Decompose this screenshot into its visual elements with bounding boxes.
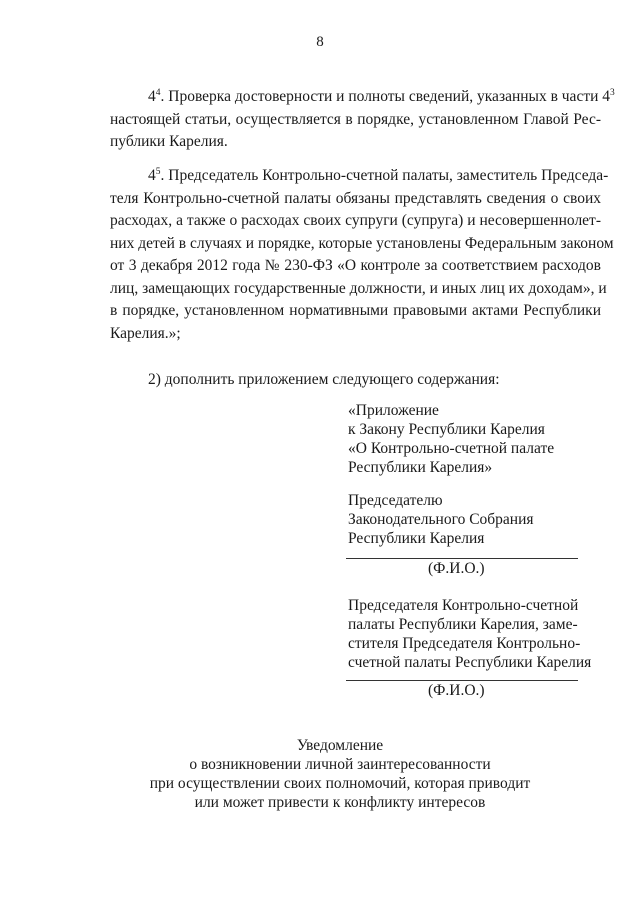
notice-line: при осуществлении своих полномочий, которая приводит [149, 775, 531, 792]
appendix-line: «О Контрольно-счетной палате [348, 440, 555, 457]
addressee-line: Законодательного Собрания [348, 511, 534, 528]
page-number: 8 [316, 34, 324, 50]
addressee-line: Председателю [348, 492, 443, 509]
addressee-line: Республики Карелия [348, 530, 485, 547]
sender-line: Председателя Контрольно-счетной [348, 597, 579, 614]
paragraph-item-2 [110, 369, 601, 392]
paragraph-line [110, 165, 609, 188]
paragraph-number: 4 [148, 167, 156, 184]
sender-line: счетной палаты Республики Карелия [348, 654, 592, 671]
sender-line: палаты Республики Карелия, заме- [348, 616, 578, 633]
sender-line: стителя Председателя Контрольно- [348, 635, 581, 652]
appendix-line: «Приложение [348, 402, 439, 419]
signature-line [346, 558, 578, 559]
paragraph-line [110, 86, 615, 109]
fio-caption: (Ф.И.О.) [428, 560, 485, 577]
paragraph-line: Карелия.»; [110, 324, 181, 342]
paragraph-line: от 3 декабря 2012 года № 230-ФЗ «О контроле за соответствием расходов [110, 257, 601, 274]
signature-line [346, 680, 578, 681]
notice-line: о возникновении личной заинтересованности [189, 756, 491, 773]
paragraph-line: 2) дополнить приложением следующего содержания: [148, 371, 500, 388]
paragraph-line: расходах, а также о расходах своих супруги (супруга) и несовершеннолет- [110, 212, 601, 229]
paragraph-text: . Проверка достоверности и полноты сведений, указанных в части 4 [160, 88, 611, 105]
paragraph-4-5 [110, 165, 614, 345]
appendix-header [348, 401, 554, 477]
paragraph-line: публики Карелия. [110, 133, 228, 150]
paragraph-number-sup: 4 [155, 88, 161, 98]
paragraph-number: 4 [148, 88, 156, 105]
sender-block [348, 596, 591, 672]
notice-title: Уведомление [296, 737, 384, 754]
paragraph-4-4 [110, 86, 615, 154]
addressee-block [348, 491, 534, 548]
paragraph-line: в порядке, установленном нормативными правовыми актами Республики [110, 302, 601, 319]
notice-line: или может привести к конфликту интересов [194, 794, 486, 811]
appendix-line: Республики Карелия» [348, 459, 493, 476]
reference-sup: 3 [610, 88, 615, 98]
paragraph-text: . Председатель Контрольно-счетной палаты, заместитель Председа- [160, 167, 609, 184]
fio-caption: (Ф.И.О.) [428, 682, 485, 699]
paragraph-line: настоящей статьи, осуществляется в порядке, установленном Главой Рес- [110, 110, 601, 128]
paragraph-line: лиц, замещающих государственные должности, и иных лиц их доходам», и [110, 279, 607, 297]
paragraph-line: теля Контрольно-счетной палаты обязаны представлять сведения о своих [110, 189, 601, 207]
paragraph-number-sup: 5 [155, 167, 161, 177]
notice-block [0, 736, 640, 812]
appendix-line: к Закону Республики Карелия [348, 421, 545, 438]
paragraph-line: них детей в случаях и порядке, которые установлены Федеральным законом [110, 234, 614, 252]
